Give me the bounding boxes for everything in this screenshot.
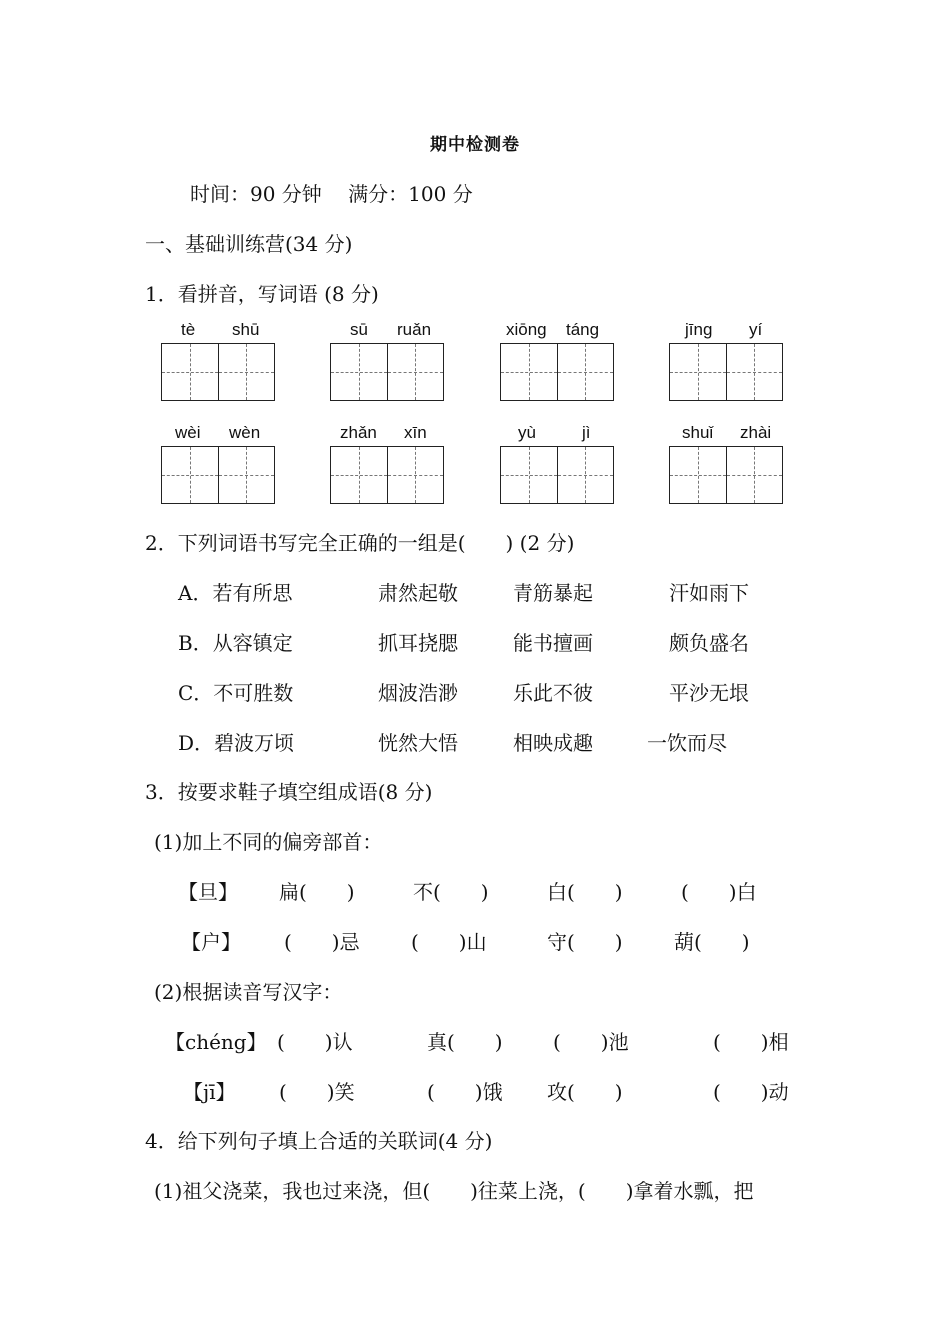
option-word: 能书擅画	[513, 631, 593, 655]
pinyin: yí	[749, 320, 763, 339]
fill-blank[interactable]: 葫( )	[674, 930, 750, 954]
option-b[interactable]: B．从容镇定	[178, 631, 293, 655]
page-title: 期中检测卷	[430, 135, 520, 155]
question-3-title: 3．按要求鞋子填空组成语(8 分)	[145, 780, 433, 804]
option-word: 平沙无垠	[669, 681, 749, 705]
radical-label: 【户】	[181, 930, 241, 954]
option-word: 肃然起敬	[378, 581, 458, 605]
pinyin: wèi	[175, 423, 201, 442]
writing-grid[interactable]	[330, 446, 444, 504]
option-word: 恍然大悟	[378, 731, 458, 755]
option-c[interactable]: C．不可胜数	[178, 681, 294, 705]
fill-blank[interactable]: 白( )	[547, 880, 623, 904]
option-word: 抓耳挠腮	[378, 631, 458, 655]
option-word: 乐此不彼	[513, 681, 593, 705]
option-word: 相映成趣	[513, 731, 593, 755]
fill-blank[interactable]: ( )白	[681, 880, 757, 904]
sub-question: (2)根据读音写汉字：	[154, 980, 343, 1004]
writing-grid[interactable]	[500, 343, 614, 401]
pinyin: zhǎn	[340, 423, 377, 442]
fill-blank[interactable]: ( )忌	[284, 930, 360, 954]
writing-grid[interactable]	[500, 446, 614, 504]
fill-blank[interactable]: ( )动	[713, 1080, 789, 1104]
sentence-line: (1)祖父浇菜，我也过来浇，但( )往菜上浇，( )拿着水瓢，把	[154, 1179, 754, 1203]
pinyin: táng	[566, 320, 600, 339]
fill-blank[interactable]: 真( )	[427, 1030, 503, 1054]
pinyin: tè	[181, 320, 196, 339]
radical-label: 【旦】	[178, 880, 238, 904]
fill-blank[interactable]: 守( )	[547, 930, 623, 954]
pinyin: xiōng	[506, 320, 547, 339]
pinyin: yù	[518, 423, 536, 442]
question-4-title: 4．给下列句子填上合适的关联词(4 分)	[145, 1129, 493, 1153]
writing-grid[interactable]	[669, 446, 783, 504]
fill-blank[interactable]: ( )认	[277, 1030, 353, 1054]
pinyin-label: 【chéng】	[165, 1030, 267, 1054]
pinyin: shū	[232, 320, 260, 339]
option-word: 汗如雨下	[669, 581, 749, 605]
exam-meta: 时间：90 分钟 满分：100 分	[190, 182, 473, 206]
question-1-title: 1．看拼音，写词语 (8 分)	[145, 282, 379, 306]
fill-blank[interactable]: ( )山	[411, 930, 487, 954]
fill-blank[interactable]: 攻( )	[547, 1080, 623, 1104]
writing-grid[interactable]	[161, 343, 275, 401]
writing-grid[interactable]	[669, 343, 783, 401]
pinyin: ruǎn	[397, 320, 432, 339]
pinyin: jì	[582, 423, 591, 442]
section-heading: 一、基础训练营(34 分)	[145, 232, 353, 256]
pinyin: wèn	[229, 423, 261, 442]
option-word: 青筋暴起	[513, 581, 593, 605]
fill-blank[interactable]: ( )笑	[279, 1080, 355, 1104]
option-word: 一饮而尽	[647, 731, 727, 755]
pinyin: zhài	[740, 423, 772, 442]
pinyin-label: 【jī】	[183, 1080, 236, 1104]
writing-grid[interactable]	[330, 343, 444, 401]
pinyin: sū	[350, 320, 368, 339]
writing-grid[interactable]	[161, 446, 275, 504]
question-2-title: 2．下列词语书写完全正确的一组是( ) (2 分)	[145, 531, 575, 555]
fill-blank[interactable]: ( )池	[553, 1030, 629, 1054]
fill-blank[interactable]: 扁( )	[279, 880, 355, 904]
fill-blank[interactable]: 不( )	[413, 880, 489, 904]
option-word: 颇负盛名	[669, 631, 749, 655]
pinyin: jīng	[685, 320, 713, 339]
sub-question: (1)加上不同的偏旁部首：	[154, 830, 383, 854]
pinyin: shuǐ	[682, 423, 714, 442]
option-word: 烟波浩渺	[378, 681, 458, 705]
fill-blank[interactable]: ( )饿	[427, 1080, 503, 1104]
option-a[interactable]: A．若有所思	[178, 581, 293, 605]
pinyin: xīn	[404, 423, 427, 442]
option-d[interactable]: D．碧波万顷	[178, 731, 295, 755]
fill-blank[interactable]: ( )相	[713, 1030, 789, 1054]
